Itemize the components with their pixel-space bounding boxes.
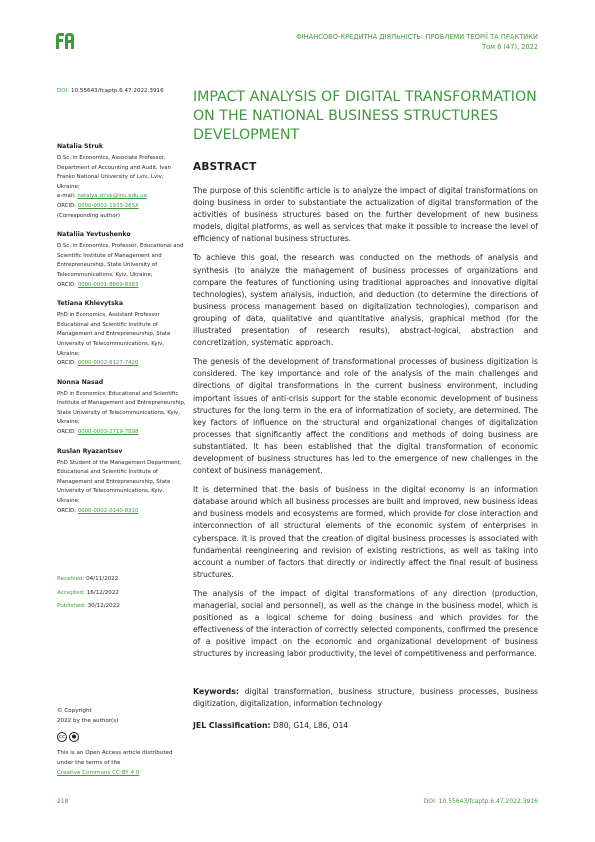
email-label: e-mail: bbox=[57, 193, 76, 200]
abstract-heading: ABSTRACT bbox=[193, 161, 257, 173]
author-name: Tetiana Khlevytska bbox=[57, 300, 124, 308]
author bbox=[57, 230, 187, 290]
page-number: 218 bbox=[57, 798, 69, 805]
author-orcid bbox=[57, 281, 187, 291]
author-name: Natalia Struk bbox=[57, 143, 104, 150]
abstract-paragraph: The genesis of the development of transformational processes of business digitization is considered. The key importance and role of the analysis of the main challenges and directions of digital transformations in the current business environment, including important issues of anti-crisis support for the stable economic development of business structures for the long term in the era of informatization of society, are determined. The key factors of influence on the structural and organizational changes of digitalization processes that significantly affect the conditions and methods of doing business are substantiated. It has been established that the digital transformation of economic development of business structures has led to the emergence of new challenges in the context of business management. bbox=[193, 357, 538, 476]
orcid-label: ORCID: bbox=[57, 360, 77, 367]
cc-by-icon: cc ● bbox=[57, 732, 182, 742]
accepted-value: 16/12/2022 bbox=[86, 589, 119, 596]
abstract-paragraph: The analysis of the impact of digital transformations of any direction (production, managerial, social and personnel), as well as the change in the business model, which is positioned as a logical scheme for doing business and which provides for the effectiveness of the interaction of correctly selected components, confirmed the presence of a positive impact on the economic and organizational development of business structures by increasing labor productivity, the level of competitiveness and performance. bbox=[193, 588, 538, 659]
orcid-link[interactable]: 0000-0003-2719-7898 bbox=[77, 429, 139, 436]
jel-codes: D80, G14, L86, O14 bbox=[273, 721, 349, 730]
orcid-label: ORCID: bbox=[57, 429, 77, 436]
orcid-link[interactable]: 0000-0002-1933-265X bbox=[77, 202, 139, 209]
orcid-label: ORCID: bbox=[57, 281, 77, 288]
published-date bbox=[57, 600, 120, 614]
doi-value[interactable]: 10.55643/fcaptp.6.47.2022.3916 bbox=[71, 88, 164, 94]
author-name: Nataliia Yevtushenko bbox=[57, 231, 131, 239]
journal-issue: Том 6 (47), 2022 bbox=[482, 43, 538, 51]
doi bbox=[57, 88, 164, 94]
author-orcid bbox=[57, 428, 187, 438]
author-affiliation: PhD Student of the Management Department, Educational and Scientific Institute of Management and Entrepreneurship, State University of Telecommunications, Kyiv, Ukraine; bbox=[57, 459, 182, 505]
license-link[interactable]: Creative Commons CC-BY 4.0 bbox=[57, 770, 140, 776]
article-title: IMPACT ANALYSIS OF DIGITAL TRANSFORMATION ON THE NATIONAL BUSINESS STRUCTURES DEVELOPMENT bbox=[193, 89, 537, 143]
abstract-body bbox=[193, 185, 538, 667]
author-orcid bbox=[57, 507, 187, 517]
copyright-block bbox=[57, 706, 182, 778]
author-orcid bbox=[57, 359, 187, 369]
journal-title: ФІНАНСОВО-КРЕДИТНА ДІЯЛЬНІСТЬ: ПРОБЛЕМИ ТЕОРІЇ ТА ПРАКТИКИ bbox=[295, 33, 538, 41]
author-orcid bbox=[57, 202, 187, 212]
journal-logo-icon bbox=[56, 33, 74, 49]
received-label: Received: bbox=[57, 576, 85, 582]
author-affiliation: D.Sc. in Economics, Associate Professor, Department of Accounting and Audit, Ivan Franko National University of Lviv, Lviv, Ukraine; bbox=[57, 155, 171, 190]
accepted-label: Accepted: bbox=[57, 589, 85, 596]
author-affiliation: PhD in Economics, Assistant Professor Educational and Scientific Institute of Management and Entrepreneurship, State University of Telecommunications, Kyiv, Ukraine; bbox=[57, 312, 171, 357]
author bbox=[57, 378, 187, 438]
author-email bbox=[57, 192, 187, 202]
author bbox=[57, 299, 187, 369]
footer-doi: DOI: 10.55643/fcaptp.6.47.2022.3916 bbox=[423, 798, 538, 805]
author bbox=[57, 142, 187, 221]
keywords-label: Keywords: bbox=[193, 687, 240, 696]
jel-classification bbox=[193, 721, 348, 730]
received-date bbox=[57, 573, 120, 587]
orcid-label: ORCID: bbox=[57, 202, 77, 209]
orcid-link[interactable]: 0000-0002-6127-7420 bbox=[77, 360, 139, 367]
jel-label: JEL Classification: bbox=[193, 721, 271, 730]
doi-label: DOI: bbox=[57, 88, 70, 94]
keywords bbox=[193, 686, 538, 710]
author-affiliation: D.Sc. in Economics, Professor, Educational and Scientific Institute of Management and Entrepreneurship, State University of Telecommunications, Kyiv, Ukraine; bbox=[57, 243, 184, 278]
author-list bbox=[57, 142, 187, 525]
corresponding-note: (Corresponding author) bbox=[57, 212, 120, 219]
article-dates bbox=[57, 573, 120, 614]
received-value: 04/11/2022 bbox=[86, 576, 119, 582]
author bbox=[57, 447, 187, 517]
author-affiliation: PhD in Economics, Educational and Scientific Institute of Management and Entrepreneurship, State University of Telecommunications, Kyiv, Ukraine; bbox=[57, 390, 186, 426]
accepted-date bbox=[57, 587, 120, 601]
published-value: 30/12/2022 bbox=[87, 603, 120, 609]
author-name: Nonna Nasad bbox=[57, 378, 104, 386]
abstract-paragraph: To achieve this goal, the research was conducted on the methods of analysis and synthesis (to analyze the management of business processes of organizations and compare the features of functioning using traditional approaches and innovative digital technologies), system analysis, induction, and deduction (to determine the directions of business process management based on digitalization technologies), comparison and grouping of data, qualitative and quantitative analysis, graphical method (for the illustrated presentation of research results), abstract-logical, abstraction and concretization, systematic approach. bbox=[193, 253, 538, 348]
orcid-label: ORCID: bbox=[57, 507, 77, 514]
orcid-link[interactable]: 0000-0001-8869-8363 bbox=[77, 281, 139, 288]
published-label: Published: bbox=[57, 603, 86, 609]
author-name: Ruslan Ryazantsev bbox=[57, 447, 123, 455]
email-link[interactable]: natalya.struk@lnu.edu.ua bbox=[77, 193, 147, 200]
copyright-line: © Copyright bbox=[57, 708, 92, 714]
keywords-text: digital transformation, business structure, business processes, business digitization, digitalization, information technology bbox=[193, 687, 538, 709]
orcid-link[interactable]: 0000-0002-0140-8310 bbox=[77, 507, 139, 514]
abstract-paragraph: It is determined that the basis of business in the digital economy is an information database around which all business processes are built and improved, new business ideas and business models and ecosystems are formed, which provide for close interaction and interconnection of all structural elements of the economic system of enterprises in cyberspace. It is proved that the creation of digital business processes is associated with fundamental reengineering and revision of existing restrictions, as well as taking into account a number of factors that directly or indirectly affect the final result of business structures. bbox=[193, 485, 538, 579]
abstract-paragraph: The purpose of this scientific article is to analyze the impact of digital transformations on doing business in order to substantiate the actualization of digital transformation of the activities of business structures based on the further development of new business models, digital platforms, as well as services that make it possible to increase the level of efficiency of national business structures. bbox=[193, 186, 538, 244]
copyright-holder: 2022 by the author(s) bbox=[57, 718, 119, 724]
open-access-text: This is an Open Access article distributed under the terms of the bbox=[57, 750, 173, 766]
